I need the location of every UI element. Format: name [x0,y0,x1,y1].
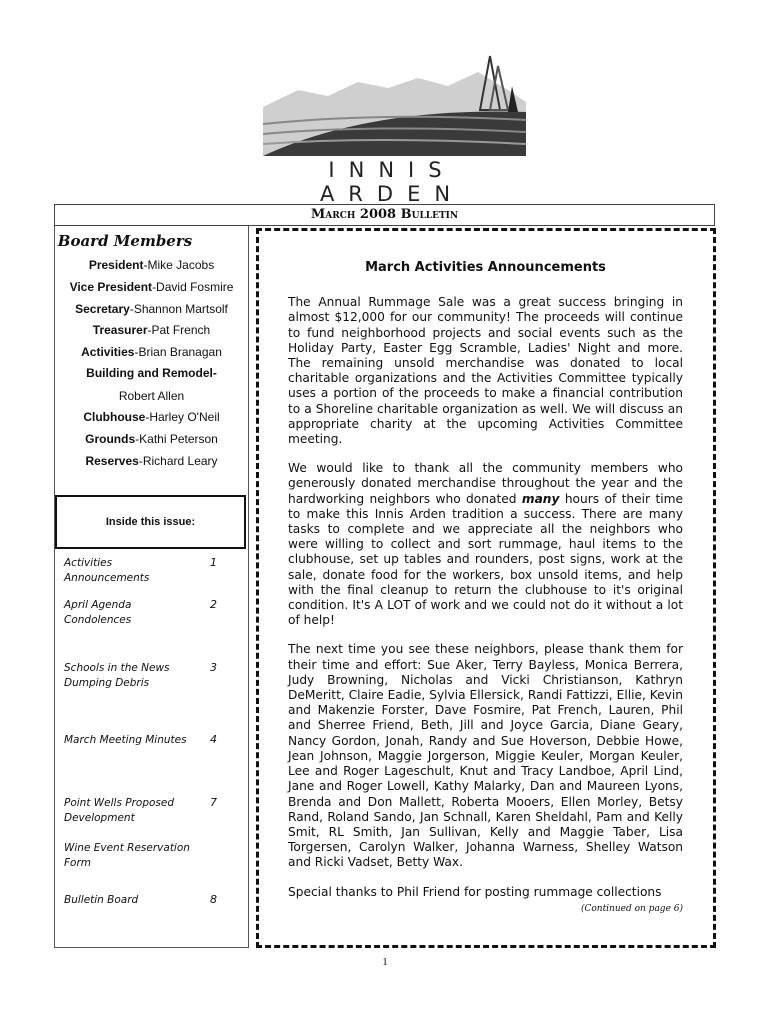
toc-page: 2 [210,598,217,611]
article-paragraph: The Annual Rummage Sale was a great success bringing in almost $12,000 for our community! The proceeds will continue to fund neighborhood projects and social events such as the Holiday Party, Easter Egg Scramble, Ladies' Night and more. The remaining unsold merchandise was donated to local charitable organizations and the Activities Committee typically uses a portion of the proceeds to make a financial contribution to a Shoreline charitable organization as well. We will discuss an appropriate charity at the upcoming Activities Committee meeting. [288,295,683,447]
continued-note: (Continued on page 6) [580,903,683,914]
toc-item: Bulletin Board [64,894,139,906]
toc-page: 4 [210,733,217,746]
board-member: Clubhouse-Harley O'Neil [83,410,220,424]
board-member: Vice President-David Fosmire [69,280,234,294]
toc-item: Activities Announcements [64,557,150,584]
board-member: President-Mike Jacobs [88,258,215,272]
bulletin-title: March 2008 Bulletin [54,204,715,226]
board-members-title: Board Members [57,232,193,250]
board-member: Grounds-Kathi Peterson [85,432,218,446]
toc-page: 8 [210,893,217,906]
toc-page: 3 [210,661,217,674]
toc-item: April Agenda Condolences [64,599,132,626]
board-member: Reserves-Richard Leary [85,454,218,468]
article-paragraph: The next time you see these neighbors, please thank them for their time and effort: Sue Aker, Terry Bayless, Monica Berrera, Judy Browning, Nicholas and Vicki Christianson, Kathryn DeMeritt, Claire Eadie, Sylvia Ellersick, Randi Fattizzi, Ellie, Kevin and Makenzie Forster, Dave Fosmire, Pat French, Lauren, Phil and Sherree Friend, Beth, Jill and Joyce Garcia, Diane Geary, Nancy Gordon, Jonah, Randy and Sue Hoverson, Debbie Howe, Jean Johnson, Maggie Jorgerson, Miggie Keuler, Morgan Keuler, Lee and Roger Lageschult, Knut and Tracy Landboe, April Lind, Jane and Roger Lowell, Kathy Malarky, Dan and Maureen Lyons, Brenda and Don Mallett, Roberta Mooers, Ellen Morley, Betsy Rand, Roland Sando, Jan Schnall, Karen Sheldahl, Pam and Kelly Smit, RL Smith, Jan Sullivan, Kelly and Maggie Taber, Lisa Torgersen, Carolyn Walker, Johanna Warness, Shelley Watson and Ricki Vadset, Betty Wax. [288,642,683,870]
page-number: 1 [382,956,388,968]
toc-item: Wine Event Reservation Form [64,842,190,869]
board-member: Secretary-Shannon Martsolf [75,302,228,316]
board-member: Robert Allen [118,389,185,403]
toc-page: 1 [210,556,217,569]
toc-item: March Meeting Minutes [64,734,187,746]
board-member: Building and Remodel- [86,366,217,380]
board-member: Treasurer-Pat French [92,323,211,337]
article [288,260,683,917]
toc-item: Schools in the News Dumping Debris [64,662,170,689]
article-paragraph: We would like to thank all the community members who generously donated merchandise throughout the year and the hardworking neighbors who donated many hours of their time to make this Innis Arden tradition a success. There are many tasks to complete and we appreciate all the neighbors who were willing to collect and sort rummage, haul items to the clubhouse, set up tables and rounders, post signs, work at the sale, donate food for the workers, box unsold items, and help with the final cleanup to return the clubhouse to it's original condition. It's A LOT of work and we could not do it without a lot of help! [288,461,683,628]
board-member: Activities-Brian Branagan [81,345,222,359]
inside-this-issue: Inside this issue: [55,495,246,549]
article-title: March Activities Announcements [365,260,606,275]
toc-page: 7 [210,796,217,809]
article-paragraph: Special thanks to Phil Friend for posting rummage collections [288,884,662,899]
logo-text: INNIS ARDEN [319,158,465,206]
toc-item: Point Wells Proposed Development [64,797,175,824]
